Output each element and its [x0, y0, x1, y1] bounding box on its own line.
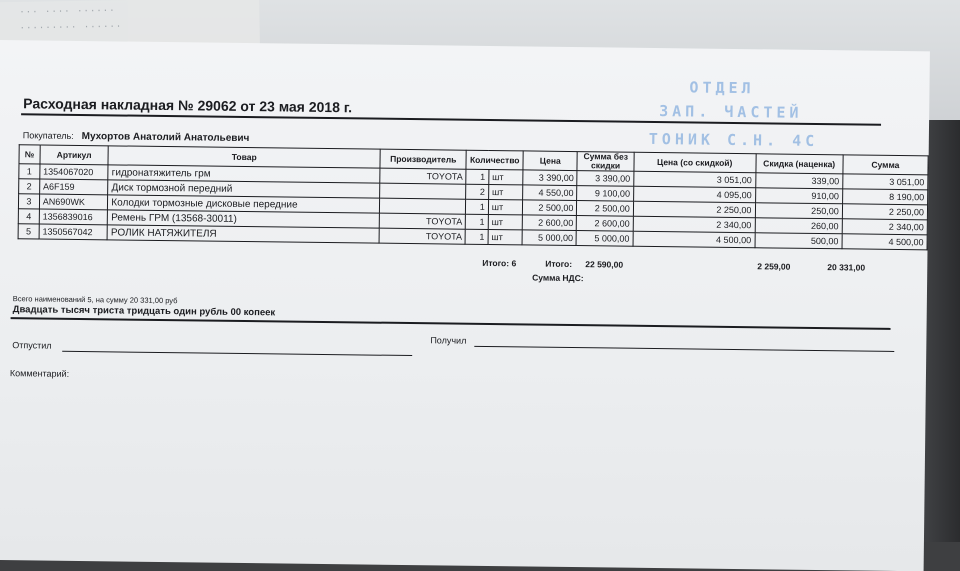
row-price: 5 000,00 — [522, 230, 577, 246]
row-price: 2 600,00 — [522, 215, 577, 231]
row-price: 2 500,00 — [522, 200, 577, 216]
row-unit: шт — [488, 199, 522, 214]
row-maker: TOYOTA — [379, 228, 466, 244]
row-unit: шт — [488, 229, 522, 244]
released-label: Отпустил — [12, 340, 52, 351]
row-discount: 500,00 — [755, 233, 842, 249]
vat-label: Сумма НДС: — [532, 272, 584, 284]
row-product-name: РОЛИК НАТЯЖИТЕЛЯ — [107, 225, 379, 243]
row-number: 3 — [18, 194, 39, 209]
row-sum-nodisc: 3 390,00 — [577, 171, 634, 187]
total-discount: 2 259,00 — [757, 261, 791, 272]
buyer-label: Покупатель: — [22, 130, 74, 141]
document-title: Расходная накладная № 29062 от 23 мая 2018 г. — [23, 95, 353, 116]
row-article: AN690WK — [39, 194, 108, 210]
row-unit: шт — [489, 169, 523, 184]
row-sum: 2 250,00 — [842, 204, 927, 220]
row-product-name: Ремень ГРМ (13568-30011) — [108, 210, 380, 228]
row-price: 4 550,00 — [523, 185, 578, 201]
row-discount: 339,00 — [755, 173, 842, 189]
received-signature-line[interactable] — [474, 346, 894, 352]
invoice-sheet — [0, 40, 930, 571]
words-underline — [11, 317, 891, 329]
items-table — [18, 144, 929, 250]
row-article: 1356839016 — [39, 209, 108, 225]
received-label: Получил — [430, 335, 467, 346]
col-header-qty: Количество — [466, 150, 523, 170]
row-article: 1354067020 — [40, 164, 109, 180]
row-number: 5 — [18, 224, 39, 239]
amount-in-words: Двадцать тысяч триста тридцать один рубль 00 копеек — [12, 304, 276, 319]
stamp-line-3: ТОНИК С.Н. 4С — [648, 129, 819, 151]
row-sum-nodisc: 9 100,00 — [577, 186, 634, 202]
row-price-disc: 3 051,00 — [634, 171, 756, 187]
row-qty: 2 — [466, 184, 489, 199]
col-header-discount: Скидка (наценка) — [755, 154, 842, 174]
col-header-article: Артикул — [40, 145, 109, 165]
summary-line: Всего наименований 5, на сумму 20 331,00 руб — [12, 294, 178, 306]
row-maker: TOYOTA — [380, 168, 467, 184]
buyer-line — [23, 130, 250, 144]
col-header-sum-nodisc: Сумма без скидки — [577, 152, 634, 172]
row-product-name: Колодки тормозные дисковые передние — [108, 195, 380, 213]
total-sum-nodisc: 22 590,00 — [585, 259, 624, 270]
total-sum: 20 331,00 — [827, 262, 866, 273]
total-qty: Итого: 6 — [482, 257, 517, 269]
buyer-name: Мухортов Анатолий Анатольевич — [81, 131, 250, 145]
col-header-price: Цена — [523, 151, 578, 171]
col-header-price-disc: Цена (со скидкой) — [634, 152, 756, 172]
row-sum-nodisc: 2 600,00 — [577, 216, 634, 232]
row-price-disc: 4 500,00 — [633, 231, 755, 247]
row-sum: 8 190,00 — [842, 189, 927, 205]
row-price-disc: 2 340,00 — [633, 216, 755, 232]
row-number: 1 — [19, 164, 40, 179]
row-price-disc: 2 250,00 — [633, 201, 755, 217]
row-discount: 910,00 — [755, 188, 842, 204]
row-sum: 4 500,00 — [842, 234, 927, 250]
row-unit: шт — [488, 214, 522, 229]
row-unit: шт — [488, 184, 522, 199]
row-maker: TOYOTA — [379, 213, 466, 229]
row-sum-nodisc: 5 000,00 — [576, 231, 633, 247]
row-number: 2 — [19, 179, 40, 194]
row-article: A6F159 — [39, 179, 108, 195]
row-article: 1350567042 — [39, 224, 108, 240]
row-qty: 1 — [466, 169, 489, 184]
underlying-receipt: ··· ···· ······ ········· ······ — [0, 0, 261, 102]
comment-label: Комментарий: — [9, 368, 70, 379]
row-qty: 1 — [466, 214, 489, 229]
row-sum: 2 340,00 — [842, 219, 927, 235]
row-discount: 250,00 — [755, 203, 842, 219]
row-product-name: Диск тормозной передний — [108, 180, 380, 198]
row-product-name: гидронатяжитель грм — [108, 165, 380, 183]
col-header-number: № — [19, 145, 40, 164]
col-header-sum: Сумма — [843, 155, 928, 175]
row-sum-nodisc: 2 500,00 — [577, 201, 634, 217]
row-sum: 3 051,00 — [843, 174, 928, 190]
row-maker — [379, 198, 466, 214]
stamp-line-1: ОТДЕЛ — [689, 78, 755, 98]
col-header-product: Товар — [108, 146, 380, 168]
row-qty: 1 — [465, 229, 488, 244]
row-number: 4 — [18, 209, 39, 224]
col-header-maker: Производитель — [380, 149, 467, 169]
row-maker — [380, 183, 467, 199]
stamp-line-2: ЗАП. ЧАСТЕЙ — [659, 102, 803, 122]
row-qty: 1 — [466, 199, 489, 214]
row-price: 3 390,00 — [523, 170, 578, 186]
total-sum-label: Итого: — [545, 258, 573, 270]
row-discount: 260,00 — [755, 218, 842, 234]
row-price-disc: 4 095,00 — [633, 186, 755, 202]
released-signature-line[interactable] — [62, 351, 412, 356]
